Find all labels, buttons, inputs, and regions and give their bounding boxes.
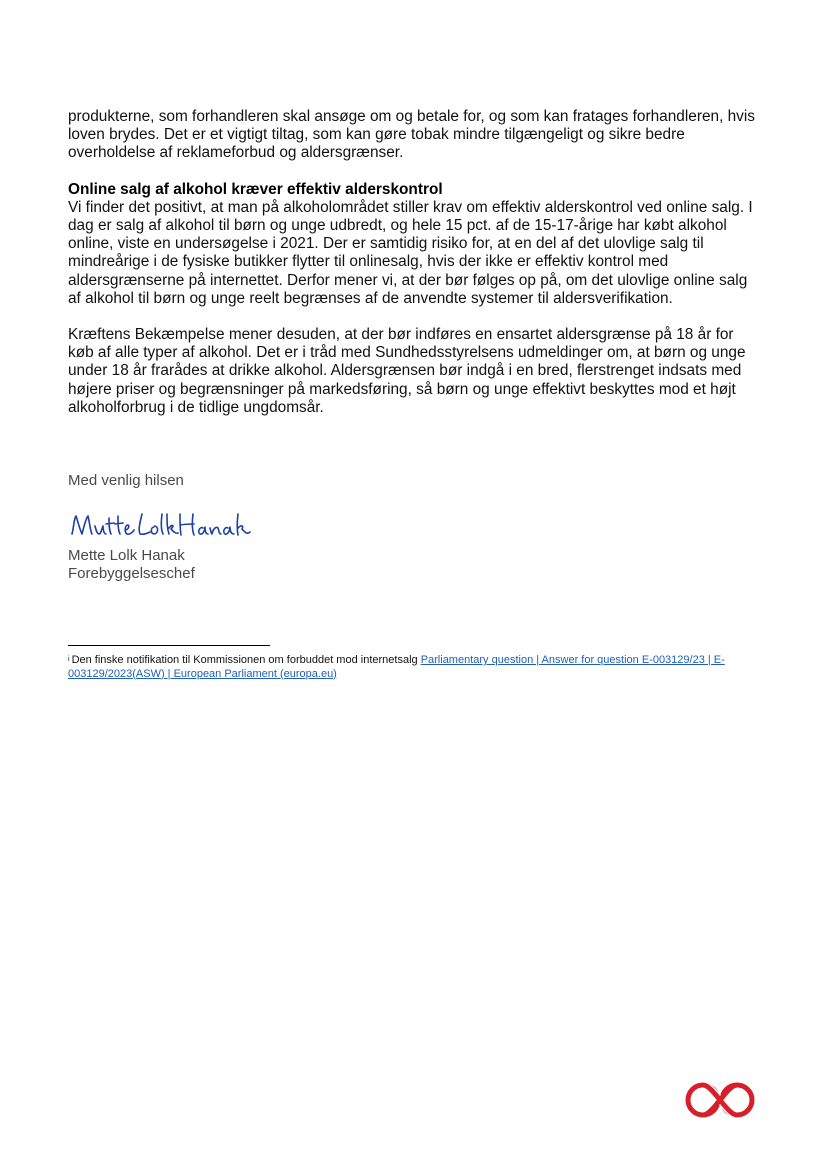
letter-body <box>68 108 763 417</box>
signature-image <box>68 508 288 544</box>
kraeftens-bekaempelse-logo-icon <box>684 1080 756 1120</box>
signer-name: Mette Lolk Hanak <box>68 547 185 564</box>
signer-title: Forebyggelseschef <box>68 565 195 582</box>
footnote-divider <box>68 645 270 646</box>
footnote-link[interactable]: Parliamentary question | Answer for question E-003129/23 | E-003129/2023(ASW) | European Parliament (europa.eu) <box>68 654 725 680</box>
closing-block <box>68 472 184 490</box>
signer-block <box>68 547 195 583</box>
footnote-marker: i <box>68 656 70 663</box>
body-paragraph-1: produkterne, som forhandleren skal ansøge om og betale for, og som kan fratages forhandleren, hvis loven brydes. Det er et vigtigt tiltag, som kan gøre tobak mindre tilgængeligt og sikre bedre overholdelse af reklameforbud og aldersgrænser. <box>68 108 755 162</box>
body-paragraph-2: Vi finder det positivt, at man på alkoholområdet stiller krav om effektiv alderskontrol ved online salg. I dag er salg af alkohol til børn og unge udbredt, og hele 15 pct. af de 15-17-årige har købt alkohol online, viste en undersøgelse i 2021. Der er samtidig risiko for, at en del af det ulovlige salg til mindreårige i de fysiske butikker flytter til onlinesalg, hvis der ikke er effektiv kontrol med aldersgrænserne på internettet. Derfor mener vi, at der bør følges op på, om det ulovlige online salg af alkohol til børn og unge reelt begrænses af de anvendte systemer til aldersverifikation. <box>68 198 753 307</box>
body-paragraph-3: Kræftens Bekæmpelse mener desuden, at der bør indføres en ensartet aldersgrænse på 18 år for køb af alle typer af alkohol. Det er i tråd med Sundhedsstyrelsens udmeldinger om, at børn og unge under 18 år frarådes at drikke alkohol. Aldersgrænsen bør indgå i en bred, flerstrenget indsats med højere priser og begrænsninger på markedsføring, så børn og unge effektivt beskyttes mod et højt alkoholforbrug i de tidlige ungdomsår. <box>68 326 746 416</box>
closing-greeting: Med venlig hilsen <box>68 472 184 489</box>
footnote <box>68 654 728 681</box>
signature-label: Mette Lolk Hanak <box>68 542 76 543</box>
footnote-text: Den finske notifikation til Kommissionen om forbuddet mod internetsalg <box>71 654 421 666</box>
section-heading: Online salg af alkohol kræver effektiv alderskontrol <box>68 180 443 198</box>
